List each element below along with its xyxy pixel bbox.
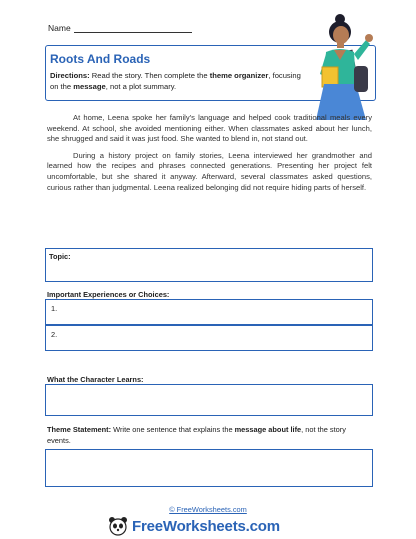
theme-part1: Write one sentence that explains the (111, 425, 235, 434)
directions-part1: Read the story. Then complete the (89, 71, 210, 80)
directions-bold2: message (73, 82, 106, 91)
directions-label: Directions: (50, 71, 90, 80)
logo-text: FreeWorksheets.com (132, 517, 280, 535)
directions-part2: , focusing on the (50, 71, 301, 91)
experience-box-2[interactable] (45, 325, 373, 351)
story-paragraph-1: At home, Leena spoke her family's language and helped cook traditional meals every weekend. At school, she avoided mentioning either. When classmates asked about her lunch, she shrugged and said it was just food. She wanted to blend in, not stand out. (47, 113, 372, 144)
directions-bold1: theme organizer (209, 71, 269, 80)
story-paragraph-2: During a history project on family stories, Leena interviewed her grandmother and learned how the recipes and phrases connected generations. Presenting her project felt uncomfortable, but she shared it anyway. Afterward, several classmates asked questions, curious rather than judgmental. Leena realized belonging did not require hiding parts of herself. (47, 150, 372, 192)
theme-bold: message about life (234, 425, 302, 434)
panda-logo-icon (108, 516, 128, 536)
name-label: Name (48, 23, 71, 33)
theme-part2: , not the story events. (47, 425, 346, 445)
directions-text (50, 70, 302, 92)
experience-box-1[interactable] (45, 299, 373, 325)
worksheet-title: Roots And Roads (50, 52, 151, 66)
story-text (47, 113, 372, 199)
theme-label-text (47, 424, 367, 446)
name-field (48, 23, 192, 33)
learns-label: What the Character Learns: (47, 375, 144, 384)
experience-number-1: 1. (51, 304, 58, 313)
topic-label: Topic: (49, 252, 71, 261)
footer-link[interactable]: © FreeWorksheets.com (169, 505, 247, 514)
student-illustration (304, 12, 384, 124)
theme-label: Theme Statement: (47, 425, 112, 434)
site-logo (108, 516, 318, 536)
experiences-label: Important Experiences or Choices: (47, 290, 170, 299)
theme-box[interactable] (45, 449, 373, 487)
name-line[interactable] (74, 23, 192, 33)
experience-number-2: 2. (51, 330, 58, 339)
directions-part3: , not a plot summary. (105, 82, 177, 91)
learns-box[interactable] (45, 384, 373, 416)
topic-box[interactable] (45, 248, 373, 282)
